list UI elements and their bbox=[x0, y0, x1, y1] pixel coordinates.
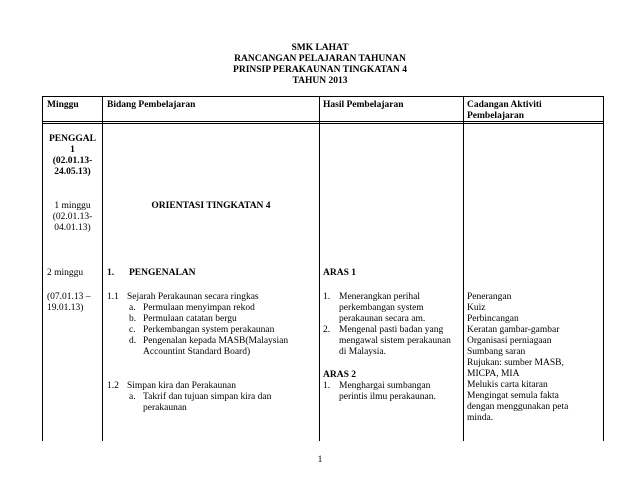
week-1-label: 1 minggu bbox=[54, 201, 91, 211]
item1-sub-c-letter: c. bbox=[129, 325, 136, 335]
item1-title: Sejarah Perakaunan secara ringkas bbox=[127, 292, 259, 302]
week-1-end: 04.01.13) bbox=[54, 223, 91, 233]
subject-title: PRINSIP PERAKAUNAN TINGKATAN 4 bbox=[233, 65, 407, 75]
activity-10: Mengingat semula fakta bbox=[467, 391, 559, 401]
aras1-item1-line1: Menerangkan perihal bbox=[339, 292, 420, 302]
table-col-divider-2 bbox=[319, 96, 320, 441]
item2-title: Simpan kira dan Perakaunan bbox=[127, 381, 236, 391]
table-top-border bbox=[42, 96, 604, 97]
aras1-heading: ARAS 1 bbox=[323, 268, 356, 278]
item1-number: 1.1 bbox=[107, 292, 119, 302]
activity-11: dengan menggunakan peta bbox=[467, 402, 569, 412]
col-header-bidang: Bidang Pembelajaran bbox=[107, 100, 196, 110]
row2-dates-start: (07.01.13 – bbox=[47, 292, 91, 302]
section-title: PENGENALAN bbox=[129, 268, 196, 278]
activity-9: Melukis carta kitaran bbox=[467, 380, 548, 390]
document-title: RANCANGAN PELAJARAN TAHUNAN bbox=[234, 54, 406, 64]
activity-3: Perbincangan bbox=[467, 314, 519, 324]
aras2-item1-number: 1. bbox=[323, 381, 331, 391]
table-header-divider-2 bbox=[42, 123, 604, 124]
col-header-cadangan-line2: Pembelajaran bbox=[467, 111, 524, 121]
penggal-label: PENGGAL bbox=[49, 134, 96, 144]
item1-sub-a-text: Permulaan menyimpan rekod bbox=[143, 303, 255, 313]
week-1-start: (02.01.13- bbox=[52, 212, 93, 222]
activity-8: MICPA, MIA bbox=[467, 369, 520, 379]
penggal-number: 1 bbox=[70, 145, 75, 155]
col-header-cadangan: Cadangan Aktiviti bbox=[467, 100, 542, 110]
item2-number: 1.2 bbox=[107, 381, 119, 391]
aras1-item2-line3: di Malaysia. bbox=[339, 347, 386, 357]
item1-sub-d-letter: d. bbox=[129, 336, 137, 346]
item1-sub-b-text: Permulaan catatan bergu bbox=[143, 314, 237, 324]
year-title: TAHUN 2013 bbox=[292, 76, 348, 86]
aras1-item2-line1: Mengenal pasti badan yang bbox=[339, 325, 444, 335]
col-header-minggu: Minggu bbox=[47, 100, 79, 110]
item2-sub-a-letter: a. bbox=[129, 392, 136, 402]
aras1-item1-number: 1. bbox=[323, 292, 331, 302]
activity-12: minda. bbox=[467, 413, 494, 423]
activity-4: Keratan gambar-gambar bbox=[467, 325, 560, 335]
orientation-topic: ORIENTASI TINGKATAN 4 bbox=[151, 201, 271, 211]
penggal-start: (02.01.13- bbox=[52, 156, 93, 166]
aras2-item1-line1: Menghargai sumbangan bbox=[339, 381, 431, 391]
aras1-item1-line3: perakaunan secara am. bbox=[339, 314, 426, 324]
section-number: 1. bbox=[107, 268, 115, 278]
item1-sub-c-text: Perkembangan system perakaunan bbox=[143, 325, 275, 335]
item2-sub-a-text: Takrif dan tujuan simpan kira dan bbox=[143, 392, 272, 402]
table-col-divider-3 bbox=[463, 96, 464, 441]
row2-weeks: 2 minggu bbox=[47, 268, 84, 278]
penggal-end: 24.05.13) bbox=[54, 167, 91, 177]
item1-sub-d-text-2: Accountint Standard Board) bbox=[143, 347, 251, 357]
item1-sub-a-letter: a. bbox=[129, 303, 136, 313]
table-right-border bbox=[603, 96, 604, 441]
activity-2: Kuiz bbox=[467, 303, 486, 313]
activity-6: Sumbang saran bbox=[467, 347, 526, 357]
school-name: SMK LAHAT bbox=[291, 43, 349, 53]
activity-7: Rujukan: sumber MASB, bbox=[467, 358, 564, 368]
item1-sub-b-letter: b. bbox=[129, 314, 137, 324]
aras2-heading: ARAS 2 bbox=[323, 370, 356, 380]
page-number: 1 bbox=[317, 455, 323, 465]
aras1-item1-line2: perkembangan system bbox=[339, 303, 424, 313]
item1-sub-d-text: Pengenalan kepada MASB(Malaysian bbox=[143, 336, 289, 346]
item2-sub-a-text-2: perakaunan bbox=[143, 403, 187, 413]
aras2-item1-line2: perintis ilmu perakaunan. bbox=[339, 392, 436, 402]
col-header-hasil: Hasil Pembelajaran bbox=[323, 100, 404, 110]
activity-1: Penerangan bbox=[467, 292, 512, 302]
aras1-item2-line2: mengawal sistem perakaunan bbox=[339, 336, 451, 346]
table-col-divider-1 bbox=[102, 96, 103, 441]
activity-5: Organisasi perniagaan bbox=[467, 336, 552, 346]
aras1-item2-number: 2. bbox=[323, 325, 331, 335]
row2-dates-end: 19.01.13) bbox=[47, 303, 84, 313]
